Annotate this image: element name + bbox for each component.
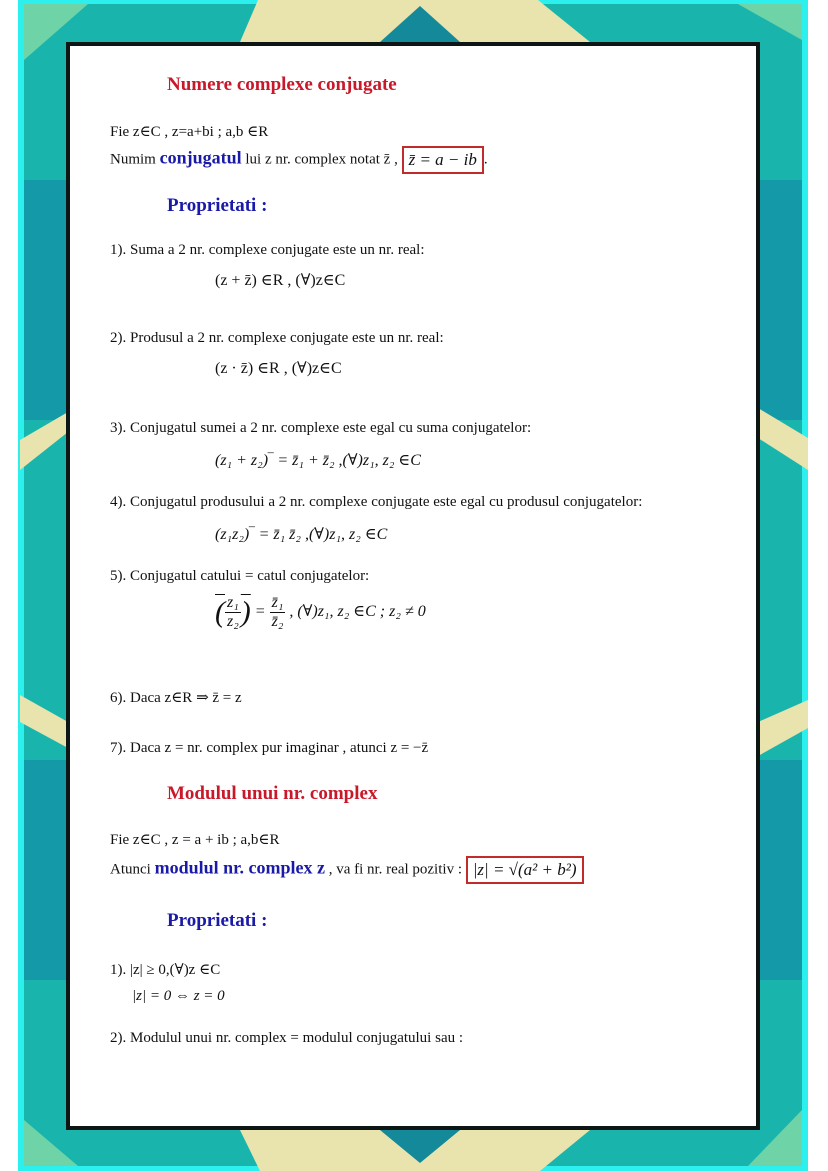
property-3-formula: (z₁ + z₂)‾ = z̄₁ + z̄₂ ,(∀)z₁, z₂ ∈C [215, 452, 421, 469]
section-title-conjugate: Numere complexe conjugate [167, 74, 397, 95]
property-5-text: 5). Conjugatul catului = catul conjugatelor: [110, 568, 370, 584]
property-5-formula: ( $\frac{\text{z₁}}{\text{z₂}}$ ) = $\frac{\text{z̄₁}}{\text{z̄₂}}$ , (∀)z₁, z₂ ∈C ; z₂ ≠ 0 [215, 594, 426, 630]
property-3-text: 3). Conjugatul sumei a 2 nr. complexe este egal cu suma conjugatelor: [110, 420, 532, 436]
property-7-text: 7). Daca z = nr. complex pur imaginar , atunci z = −z̄ [110, 740, 429, 756]
quotient-overline: ( $\frac{\text{z₁}}{\text{z₂}}$ ) [215, 594, 251, 630]
term-modulul: modulul nr. complex z [154, 857, 325, 878]
properties-title-2: Proprietati : [167, 910, 268, 931]
property-2-text: 2). Produsul a 2 nr. complexe conjugate este un nr. real: [110, 330, 444, 346]
property-1-text: 1). Suma a 2 nr. complexe conjugate este un nr. real: [110, 242, 425, 258]
properties-title-1: Proprietati : [167, 195, 268, 216]
property-2-formula: (z · z̄) ∈R , (∀)z∈C [215, 360, 342, 377]
definition-line-1: Fie z∈C , z=a+bi ; a,b ∈R [110, 124, 269, 140]
boxed-formula-conjugate: z̄ = a − ib [402, 146, 484, 174]
boxed-formula-modulus: |z| = √(a² + b²) [466, 856, 584, 884]
section-title-modulus: Modulul unui nr. complex [167, 783, 378, 804]
modulus-property-2-text: 2). Modulul unui nr. complex = modulul conjugatului sau : [110, 1030, 464, 1046]
document-page [66, 42, 760, 1130]
property-4-text: 4). Conjugatul produsului a 2 nr. complexe conjugate este egal cu produsul conjugatelor: [110, 494, 643, 510]
modulus-property-1-text: 1). |z| ≥ 0,(∀)z ∈C [110, 962, 221, 978]
modulus-property-1-text2: |z| = 0 ⇔ z = 0 [132, 988, 225, 1004]
modulus-definition-line-1: Fie z∈C , z = a + ib ; a,b∈R [110, 832, 280, 848]
modulus-definition-line-2: Atunci modulul nr. complex z , va fi nr. real pozitiv : |z| = √(a² + b²) [110, 856, 584, 884]
property-4-formula: (z₁z₂)‾ = z̄₁ z̄₂ ,(∀)z₁, z₂ ∈C [215, 526, 388, 543]
term-conjugatul: conjugatul [159, 147, 242, 168]
definition-line-2: Numim conjugatul lui z nr. complex notat z̄ , z̄ = a − ib . [110, 146, 488, 174]
property-6-text: 6). Daca z∈R ⇒ z̄ = z [110, 690, 242, 706]
property-1-formula: (z + z̄) ∈R , (∀)z∈C [215, 272, 346, 289]
